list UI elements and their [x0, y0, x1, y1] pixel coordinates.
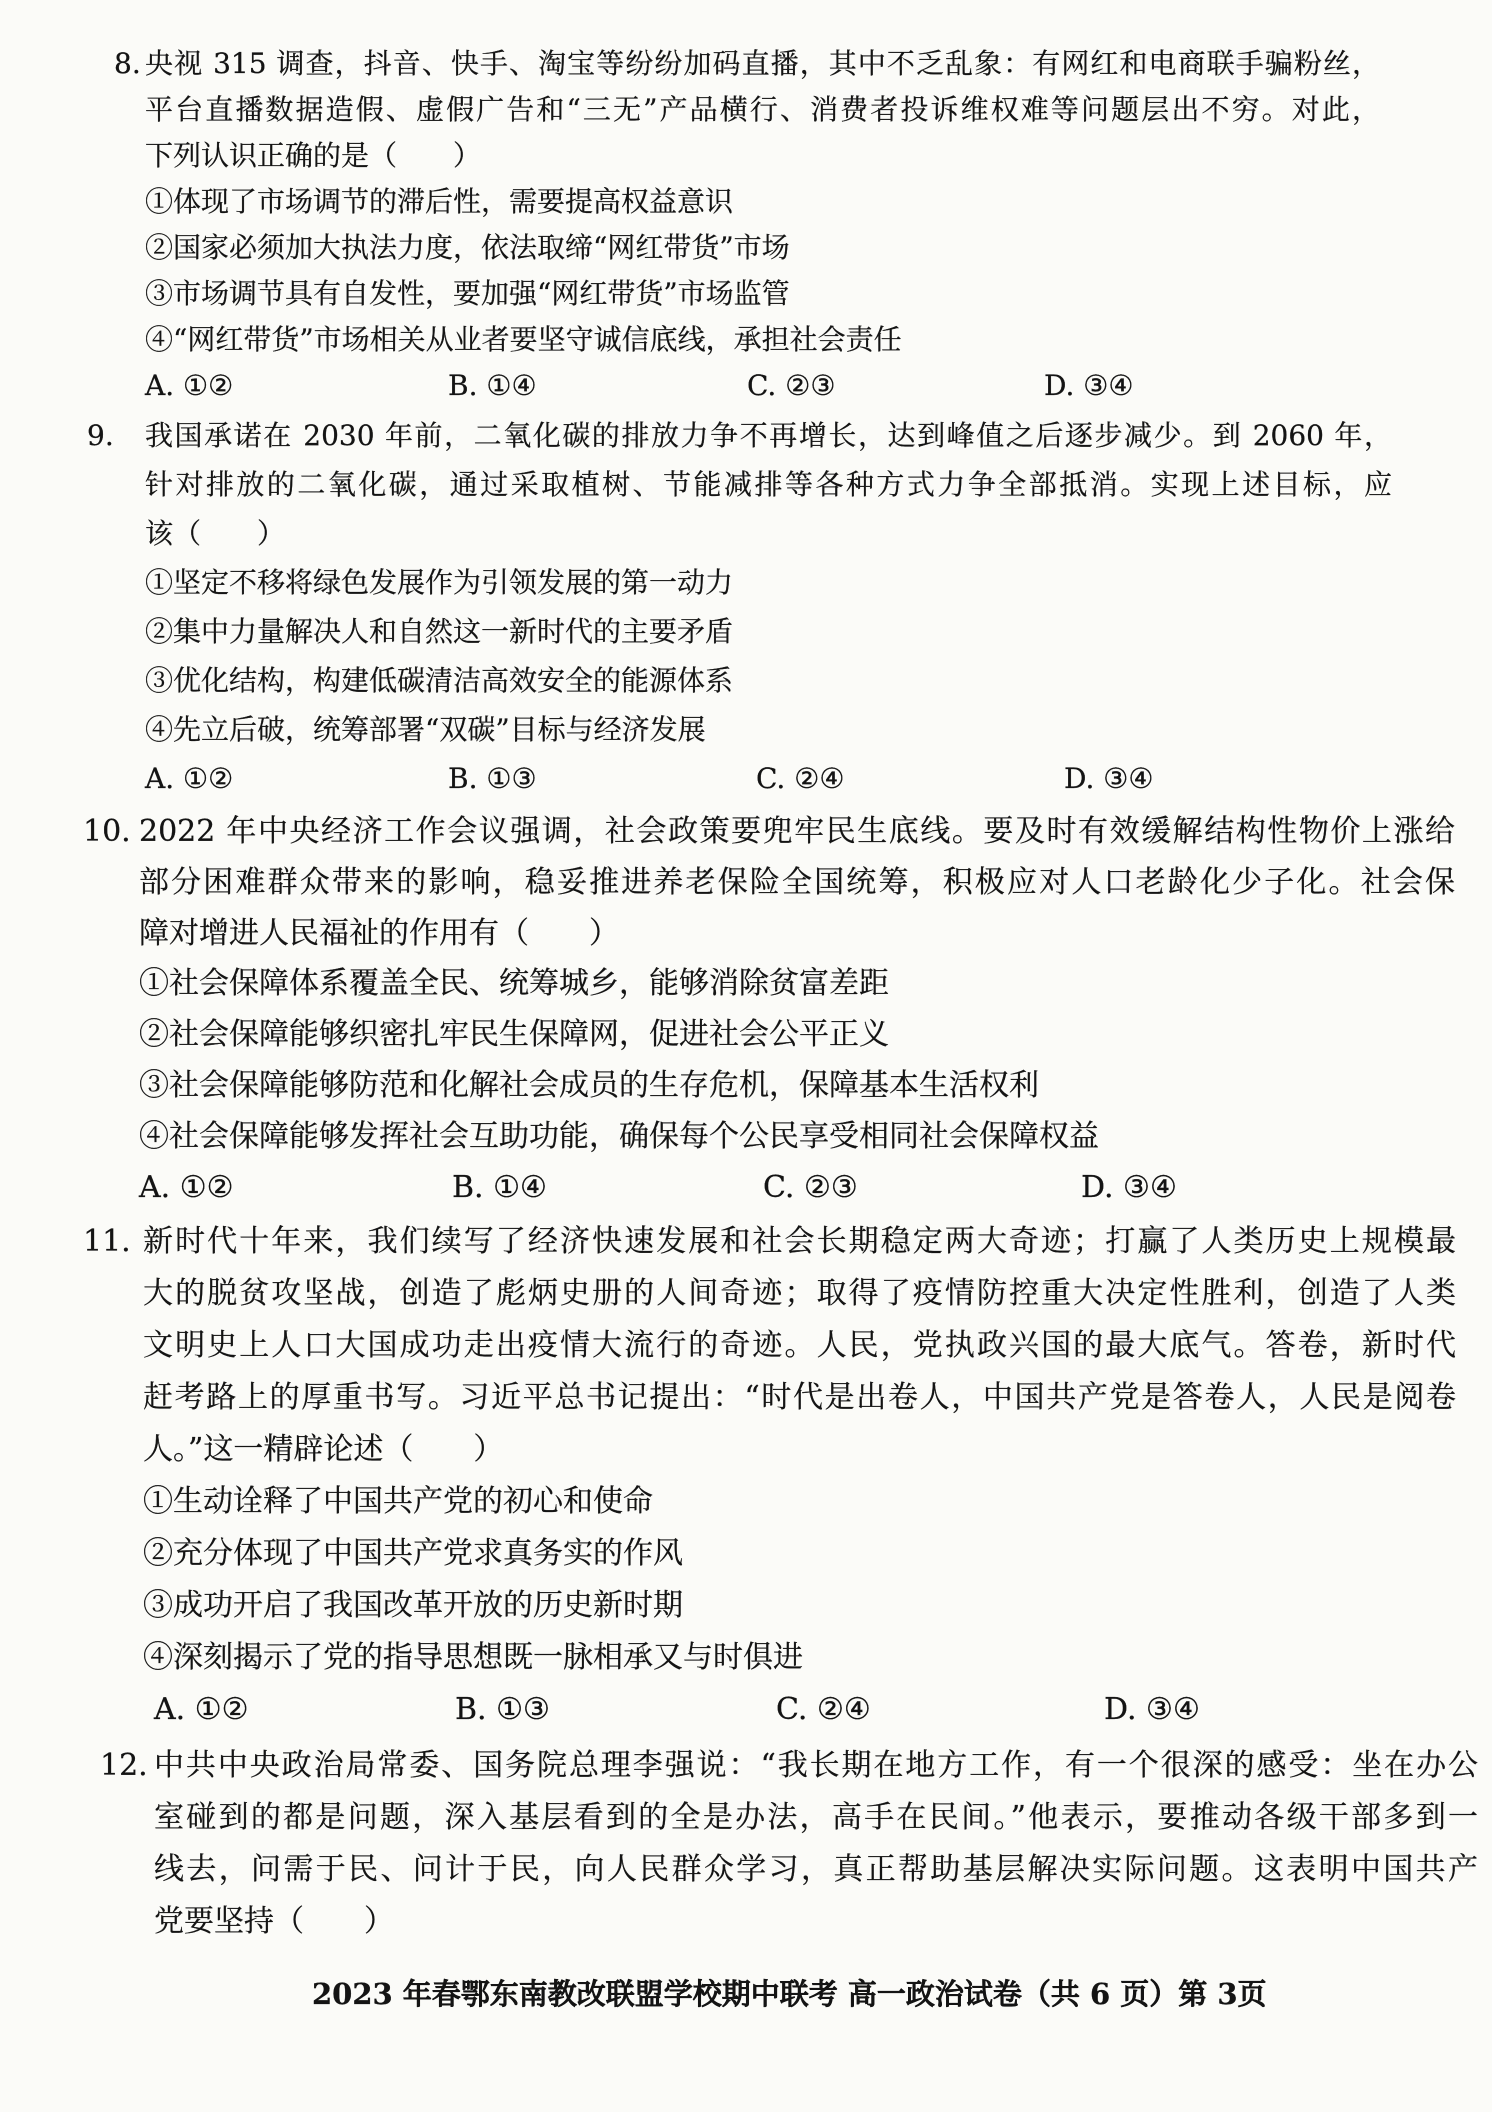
answer-choice-b: B. ①④	[448, 369, 537, 402]
statement-option: ③成功开启了我国改革开放的历史新时期	[143, 1588, 683, 1623]
question-stem-line: 下列认识正确的是（ ）	[145, 139, 482, 172]
question-stem-line: 大的脱贫攻坚战，创造了彪炳史册的人间奇迹；取得了疫情防控重大决定性胜利，创造了人类	[143, 1276, 1456, 1311]
statement-option: ②国家必须加大执法力度，依法取缔“网红带货”市场	[145, 231, 790, 264]
answer-choice-d: D. ③④	[1081, 1169, 1177, 1205]
question-12	[100, 1740, 1478, 1948]
question-body	[145, 41, 1380, 409]
statement-option: ①社会保障体系覆盖全民、统筹城乡，能够消除贫富差距	[139, 966, 889, 1002]
answer-choice-a: A. ①②	[145, 369, 234, 402]
statement-option: ④“网红带货”市场相关从业者要坚守诚信底线，承担社会责任	[145, 323, 902, 356]
question-stem-line: 室碰到的都是问题，深入基层看到的全是办法，高手在民间。”他表示，要推动各级干部多到一	[154, 1800, 1478, 1835]
answer-choices	[145, 754, 1392, 803]
question-stem-line: 针对排放的二氧化碳，通过采取植树、节能减排等各种方式力争全部抵消。实现上述目标，应	[145, 468, 1392, 501]
answer-choice-c: C. ②④	[776, 1692, 871, 1727]
answer-choice-d: D. ③④	[1044, 369, 1134, 402]
answer-choices	[139, 1163, 1455, 1214]
question-stem-line: 中共中央政治局常委、国务院总理李强说：“我长期在地方工作，有一个很深的感受：坐在办公	[154, 1748, 1478, 1783]
answer-choice-a: A. ①②	[154, 1692, 249, 1727]
answer-choice-c: C. ②③	[763, 1169, 858, 1205]
answer-choice-d: D. ③④	[1104, 1692, 1200, 1727]
question-number: 12.	[100, 1748, 148, 1783]
statement-option: ①体现了市场调节的滞后性，需要提高权益意识	[145, 185, 734, 218]
question-stem-line: 2022 年中央经济工作会议强调，社会政策要兜牢民生底线。要及时有效缓解结构性物价上涨给	[139, 814, 1455, 849]
question-stem-line: 该（ ）	[145, 517, 286, 550]
statement-option: ①生动诠释了中国共产党的初心和使命	[143, 1484, 653, 1519]
statement-option: ④社会保障能够发挥社会互助功能，确保每个公民享受相同社会保障权益	[139, 1118, 1099, 1154]
question-9	[87, 411, 1392, 803]
question-body	[143, 1216, 1456, 1736]
question-11	[83, 1216, 1456, 1736]
answer-choice-c: C. ②③	[747, 369, 836, 402]
question-body	[145, 411, 1392, 803]
statement-option: ③市场调节具有自发性，要加强“网红带货”市场监管	[145, 277, 790, 310]
statement-option: ④先立后破，统筹部署“双碳”目标与经济发展	[145, 713, 706, 746]
statement-option: ①坚定不移将绿色发展作为引领发展的第一动力	[145, 566, 734, 599]
question-body	[139, 807, 1455, 1213]
statement-option: ②社会保障能够织密扎牢民生保障网，促进社会公平正义	[139, 1017, 889, 1053]
question-stem-line: 部分困难群众带来的影响，稳妥推进养老保险全国统筹，积极应对人口老龄化少子化。社会保	[139, 864, 1455, 900]
question-10	[83, 807, 1455, 1213]
answer-choices	[145, 363, 1380, 409]
answer-choices	[143, 1684, 1456, 1736]
answer-choice-b: B. ①④	[452, 1169, 547, 1205]
answer-choice-d: D. ③④	[1064, 762, 1154, 795]
question-stem-line: 文明史上人口大国成功走出疫情大流行的奇迹。人民，党执政兴国的最大底气。答卷，新时代	[143, 1328, 1456, 1363]
question-stem-line: 我国承诺在 2030 年前，二氧化碳的排放力争不再增长，达到峰值之后逐步减少。到 2060 年，	[145, 419, 1392, 452]
page-footer: 2023 年春鄂东南教改联盟学校期中联考 高一政治试卷（共 6 页）第 3页	[312, 1977, 1267, 2011]
question-stem-line: 人。”这一精辟论述（ ）	[143, 1432, 504, 1467]
question-stem-line: 党要坚持（ ）	[154, 1904, 394, 1939]
question-body	[154, 1740, 1478, 1948]
question-number: 8.	[114, 47, 141, 80]
statement-option: ②充分体现了中国共产党求真务实的作风	[143, 1536, 683, 1571]
question-number: 10.	[83, 814, 131, 849]
answer-choice-b: B. ①③	[448, 762, 537, 795]
answer-choice-b: B. ①③	[455, 1692, 550, 1727]
answer-choice-c: C. ②④	[756, 762, 845, 795]
question-stem-line: 线去，问需于民、问计于民，向人民群众学习，真正帮助基层解决实际问题。这表明中国共产	[154, 1852, 1478, 1887]
question-number: 9.	[87, 419, 114, 452]
statement-option: ②集中力量解决人和自然这一新时代的主要矛盾	[145, 615, 734, 648]
question-stem-line: 平台直播数据造假、虚假广告和“三无”产品横行、消费者投诉维权难等问题层出不穷。对此，	[145, 93, 1380, 126]
statement-option: ③社会保障能够防范和化解社会成员的生存危机，保障基本生活权利	[139, 1067, 1039, 1103]
question-8	[114, 41, 1380, 409]
statement-option: ③优化结构，构建低碳清洁高效安全的能源体系	[145, 664, 734, 697]
question-stem-line: 障对增进人民福祉的作用有（ ）	[139, 915, 619, 951]
answer-choice-a: A. ①②	[145, 762, 234, 795]
answer-choice-a: A. ①②	[139, 1169, 234, 1205]
statement-option: ④深刻揭示了党的指导思想既一脉相承又与时俱进	[143, 1640, 803, 1675]
question-stem-line: 央视 315 调查，抖音、快手、淘宝等纷纷加码直播，其中不乏乱象：有网红和电商联手骗粉丝，	[145, 47, 1380, 80]
question-stem-line: 新时代十年来，我们续写了经济快速发展和社会长期稳定两大奇迹；打赢了人类历史上规模最	[143, 1224, 1456, 1259]
question-number: 11.	[83, 1224, 131, 1259]
question-stem-line: 赶考路上的厚重书写。习近平总书记提出：“时代是出卷人，中国共产党是答卷人，人民是阅卷	[143, 1380, 1456, 1415]
